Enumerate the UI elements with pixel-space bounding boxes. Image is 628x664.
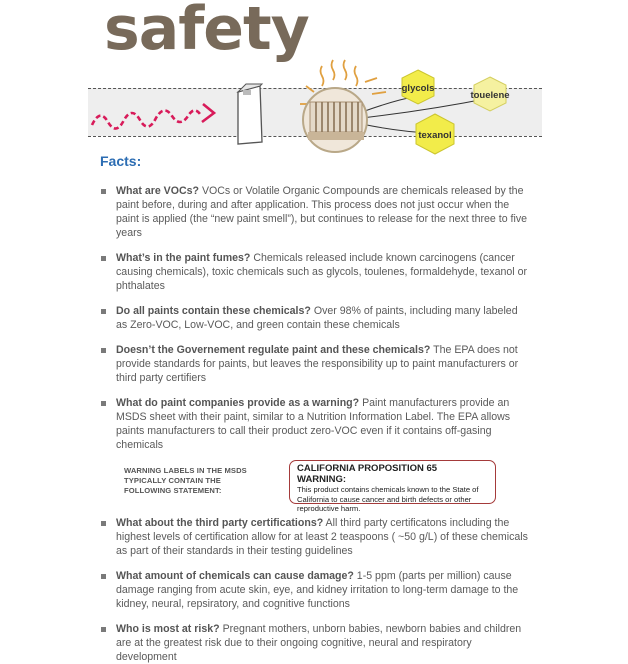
svg-text:glycols: glycols — [401, 83, 435, 94]
list-item — [100, 516, 530, 558]
fact-question: What are VOCs? — [116, 185, 200, 197]
list-item — [100, 251, 530, 293]
warning-block — [100, 460, 530, 513]
warning-box-body: This product contains chemicals known to the State of California to cause cancer and birth defects or other reproductive harm. — [297, 485, 479, 513]
list-item — [100, 304, 530, 332]
svg-text:touelene: touelene — [470, 90, 510, 101]
prop65-warning-box — [289, 460, 496, 513]
fact-answer: Pregnant mothers, unborn babies, newborn babies and children are at the greatest risk due to their ongoing cognitive, neural and respiratory development — [116, 623, 522, 663]
page-title: safety — [104, 0, 309, 64]
facts-heading: Facts: — [100, 153, 142, 169]
fact-question: What amount of chemicals can cause damage? — [116, 570, 354, 582]
facts-list — [100, 184, 530, 664]
paint-bag-icon — [238, 84, 262, 144]
fact-answer: VOCs or Volatile Organic Compounds are chemicals released by the paint before, during and after application. This process does not just occur when the paint is applied (the “new paint smell”), but continues to release for the next three to five years — [116, 185, 528, 239]
molecule-texanol — [416, 114, 454, 154]
warning-box-title: CALIFORNIA PROPOSITION 65 WARNING: — [297, 463, 438, 485]
fact-answer: Over 98% of paints, including many labeled as Zero-VOC, Low-VOC, and green contain these chemicals — [116, 305, 518, 331]
molecule-glycols — [402, 70, 435, 104]
list-item — [100, 569, 530, 611]
fact-answer: The EPA does not provide standards for paints, but leaves the responsibility up to paint manufacturers or third party certifiers — [116, 344, 519, 384]
fact-question: What about the third party certifications? — [116, 517, 324, 529]
fact-answer: All third party certificatons including the highest levels of certification allow for at least 2 teaspoons ( ~50 g/L) of these chemicals as part of their standards in their testing guidelines — [116, 517, 528, 557]
list-item — [100, 184, 530, 240]
fact-question: Who is most at risk? — [116, 623, 220, 635]
molecule-touelene — [470, 77, 509, 111]
crib-photo — [303, 88, 367, 152]
list-item — [100, 343, 530, 385]
fact-question: What’s in the paint fumes? — [116, 252, 251, 264]
fact-question: What do paint companies provide as a warning? — [116, 397, 360, 409]
fact-question: Do all paints contain these chemicals? — [116, 305, 311, 317]
squiggle-arrow-icon — [92, 110, 200, 128]
fact-answer: Chemicals released include known carcinogens (cancer causing chemicals), toxic chemicals such as glycols, toulenes, formaldehyde, texanol or phthalates — [116, 252, 527, 292]
warning-label-text: WARNING LABELS IN THE MSDS TYPICALLY CONTAIN THE FOLLOWING STATEMENT: — [124, 466, 247, 495]
fact-answer: 1-5 ppm (parts per million) cause damage ranging from acute skin, eye, and kidney irritation to long-term damage to the kidney, neural, repsiratory, and cognitive functions — [116, 570, 519, 610]
list-item — [100, 396, 530, 452]
fact-question: Doesn’t the Governement regulate paint and these chemicals? — [116, 344, 431, 356]
list-item — [100, 622, 530, 664]
illustration — [0, 0, 628, 160]
fact-answer: Paint manufacturers provide an MSDS sheet with their paint, similar to a Nutrition Information Label. The EPA allows paints manufacturers to call their product zero-VOC even if it contains off-gasing chemicals — [116, 397, 511, 451]
svg-text:texanol: texanol — [418, 130, 452, 141]
